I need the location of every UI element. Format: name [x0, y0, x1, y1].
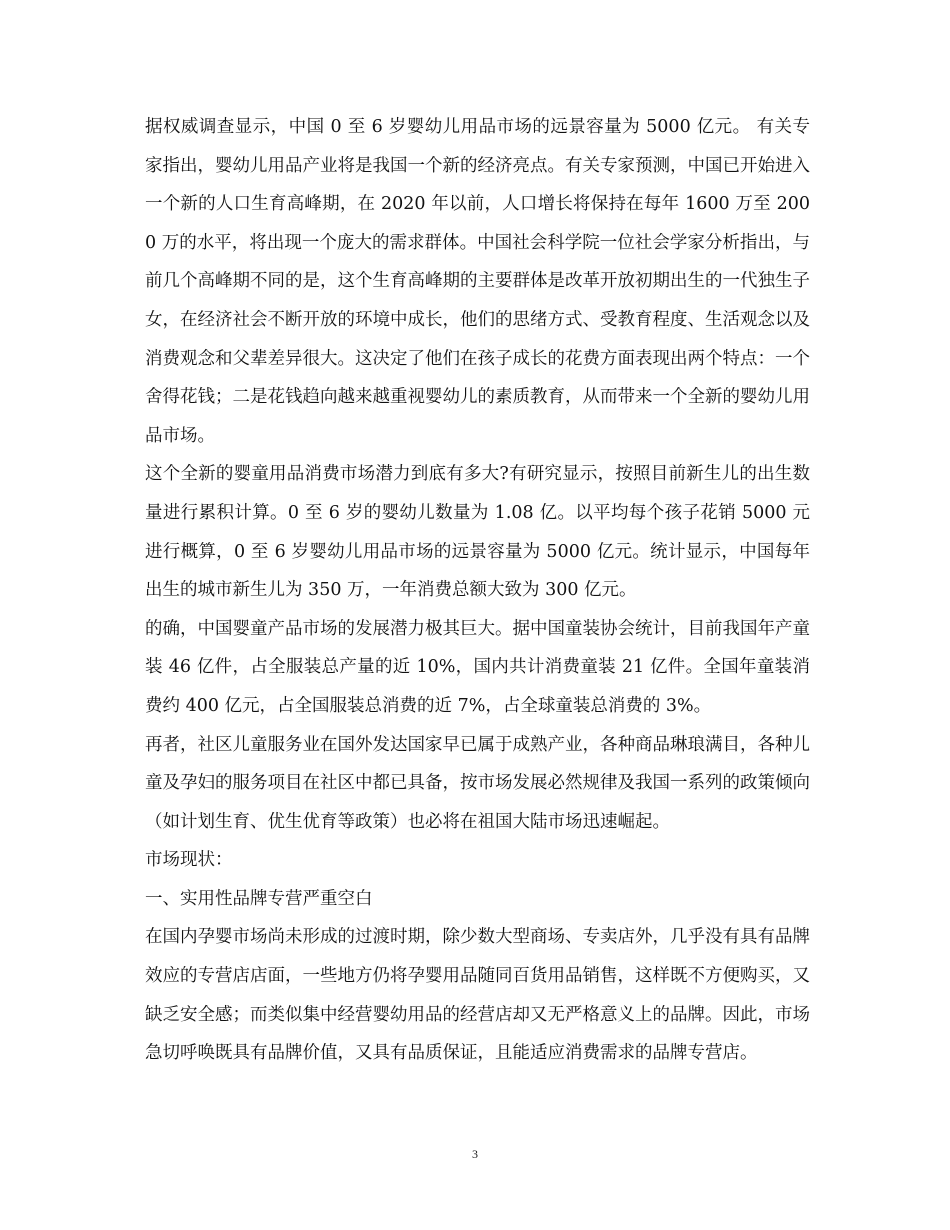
paragraph-market-potential: 这个全新的婴童用品消费市场潜力到底有多大?有研究显示，按照目前新生儿的出生数量进行累积计算。0 至 6 岁的婴幼儿数量为 1.08 亿。以平均每个孩子花销 5000 元进行概算，0 至 6 岁婴幼儿用品市场的远景容量为 5000 亿元。统计显示，中国每年出生的城市新生儿为 350 万，一年消费总额大致为 300 亿元。 [145, 464, 810, 601]
subheading-brand-gap: 一、实用性品牌专营严重空白 [145, 888, 373, 909]
section-heading-market-status: 市场现状： [145, 850, 233, 871]
page-number: 3 [472, 1147, 478, 1161]
paragraph-childrens-clothing: 的确，中国婴童产品市场的发展潜力极其巨大。据中国童装协会统计，目前我国年产童装 46 亿件，占全服装总产量的近 10%，国内共计消费童装 21 亿件。全国年童装消费约 400 亿元，占全国服装总消费的近 7%，占全球童装总消费的 3%。 [145, 618, 810, 716]
paragraph-brand-gap: 在国内孕婴市场尚未形成的过渡时期，除少数大型商场、专卖店外，几乎没有具有品牌效应的专营店店面，一些地方仍将孕婴用品随同百货用品销售，这样既不方便购买，又缺乏安全感；而类似集中经营婴幼用品的经营店却又无严格意义上的品牌。因此，市场急切呼唤既具有品牌价值，又具有品质保证，且能适应消费需求的品牌专营店。 [145, 927, 810, 1064]
paragraph-market-outlook: 据权威调查显示，中国 0 至 6 岁婴幼儿用品市场的远景容量为 5000 亿元。 有关专家指出，婴幼儿用品产业将是我国一个新的经济亮点。有关专家预测，中国已开始进入一个新的人口生育高峰期，在 2020 年以前，人口增长将保持在每年 1600 万至 2000 万的水平，将出现一个庞大的需求群体。中国社会科学院一位社会学家分析指出，与前几个高峰期不同的是，这个生育高峰期的主要群体是改革开放初期出生的一代独生子女，在经济社会不断开放的环境中成长，他们的思绪方式、受教育程度、生活观念以及消费观念和父辈差异很大。这决定了他们在孩子成长的花费方面表现出两个特点：一个舍得花钱；二是花钱趋向越来越重视婴幼儿的素质教育，从而带来一个全新的婴幼儿用品市场。 [145, 117, 810, 446]
body-text [145, 108, 810, 1073]
paragraph-community-services: 再者，社区儿童服务业在国外发达国家早已属于成熟产业，各种商品琳琅满目，各种儿童及孕妇的服务项目在社区中都已具备，按市场发展必然规律及我国一系列的政策倾向（如计划生育、优生优育等政策）也必将在祖国大陆市场迅速崛起。 [145, 734, 810, 832]
